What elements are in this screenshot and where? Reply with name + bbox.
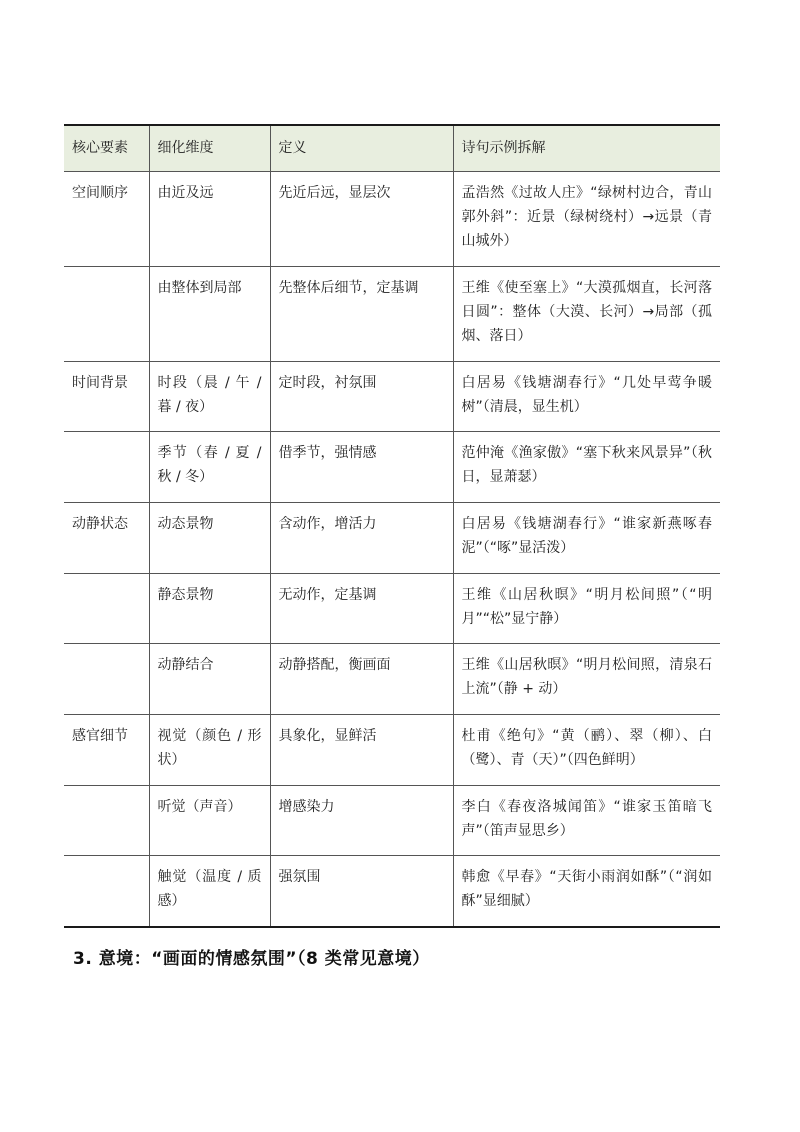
definition-cell: 含动作，增活力 [270, 502, 453, 573]
table-row [64, 431, 720, 502]
header-cell-dimension: 细化维度 [149, 125, 270, 171]
element-cell [64, 573, 149, 643]
table-row [64, 714, 720, 785]
definition-cell: 具象化，显鲜活 [270, 714, 453, 785]
example-cell: 王维《山居秋暝》“明月松间照”（“明月”“松”显宁静） [453, 573, 720, 643]
example-cell: 王维《使至塞上》“大漠孤烟直，长河落日圆”：整体（大漠、长河）→局部（孤烟、落日） [453, 266, 720, 361]
example-cell: 孟浩然《过故人庄》“绿树村边合，青山郭外斜”：近景（绿树绕村）→远景（青山城外） [453, 171, 720, 266]
table-row [64, 502, 720, 573]
table-body [64, 171, 720, 927]
dimension-cell: 静态景物 [149, 573, 270, 643]
table-header [64, 125, 720, 171]
dimension-cell: 季节（春 / 夏 / 秋 / 冬） [149, 431, 270, 502]
element-cell: 空间顺序 [64, 171, 149, 266]
dimension-cell: 听觉（声音） [149, 785, 270, 855]
dimension-cell: 触觉（温度 / 质感） [149, 855, 270, 927]
example-cell: 范仲淹《渔家傲》“塞下秋来风景异”（秋日，显萧瑟） [453, 431, 720, 502]
dimension-cell: 时段（晨 / 午 / 暮 / 夜） [149, 361, 270, 431]
definition-cell: 无动作，定基调 [270, 573, 453, 643]
table-row [64, 361, 720, 431]
element-cell: 时间背景 [64, 361, 149, 431]
element-cell [64, 855, 149, 927]
definition-cell: 动静搭配，衡画面 [270, 643, 453, 714]
example-cell: 李白《春夜洛城闻笛》“谁家玉笛暗飞声”（笛声显思乡） [453, 785, 720, 855]
dimension-cell: 由整体到局部 [149, 266, 270, 361]
dimension-cell: 由近及远 [149, 171, 270, 266]
element-cell [64, 266, 149, 361]
example-cell: 杜甫《绝句》“黄（鹂）、翠（柳）、白（鹭）、青（天）”（四色鲜明） [453, 714, 720, 785]
header-cell-definition: 定义 [270, 125, 453, 171]
element-cell [64, 431, 149, 502]
definition-cell: 增感染力 [270, 785, 453, 855]
header-cell-example: 诗句示例拆解 [453, 125, 720, 171]
example-cell: 白居易《钱塘湖春行》“谁家新燕啄春泥”（“啄”显活泼） [453, 502, 720, 573]
example-cell: 王维《山居秋暝》“明月松间照，清泉石上流”（静 + 动） [453, 643, 720, 714]
example-cell: 白居易《钱塘湖春行》“几处早莺争暖树”（清晨，显生机） [453, 361, 720, 431]
element-cell: 动静状态 [64, 502, 149, 573]
definition-cell: 借季节，强情感 [270, 431, 453, 502]
section-heading: 3. 意境：“画面的情感氛围”（8 类常见意境） [73, 949, 430, 969]
definition-cell: 定时段，衬氛围 [270, 361, 453, 431]
table-row [64, 855, 720, 927]
dimension-cell: 动静结合 [149, 643, 270, 714]
element-cell: 感官细节 [64, 714, 149, 785]
header-cell-element: 核心要素 [64, 125, 149, 171]
definition-cell: 强氛围 [270, 855, 453, 927]
definition-cell: 先整体后细节，定基调 [270, 266, 453, 361]
dimension-cell: 视觉（颜色 / 形状） [149, 714, 270, 785]
table-row [64, 573, 720, 643]
table-row [64, 785, 720, 855]
dimension-cell: 动态景物 [149, 502, 270, 573]
element-cell [64, 643, 149, 714]
example-cell: 韩愈《早春》“天街小雨润如酥”（“润如酥”显细腻） [453, 855, 720, 927]
table-row [64, 266, 720, 361]
content-table [64, 124, 720, 928]
header-row [64, 125, 720, 171]
element-cell [64, 785, 149, 855]
table-row [64, 171, 720, 266]
table-row [64, 643, 720, 714]
definition-cell: 先近后远，显层次 [270, 171, 453, 266]
